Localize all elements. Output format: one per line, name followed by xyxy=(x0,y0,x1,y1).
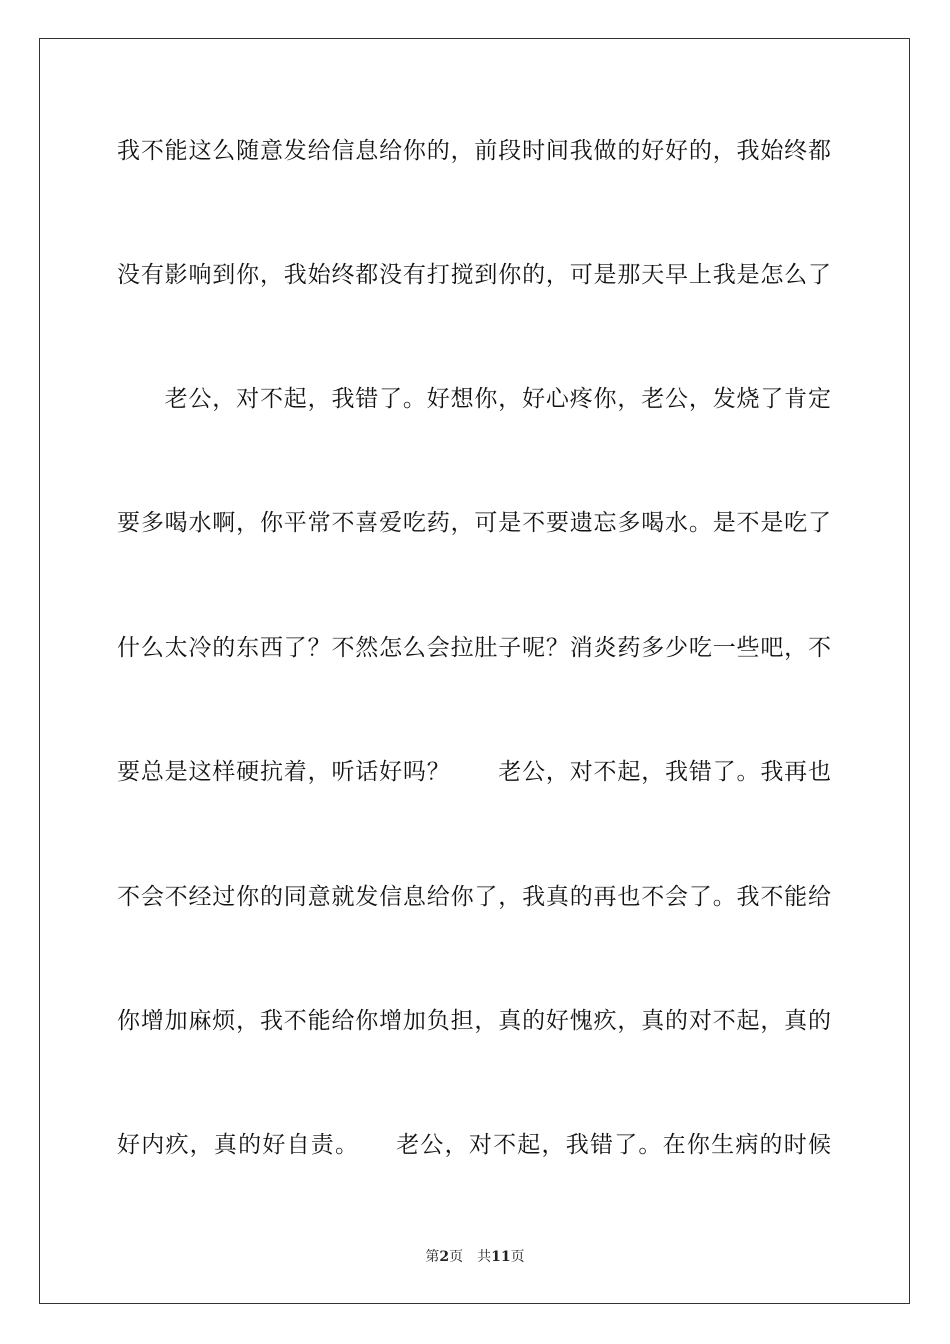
page-border xyxy=(39,38,910,1304)
body-text-line: 没有影响到你，我始终都没有打搅到你的，可是那天早上我是怎么了 xyxy=(117,262,831,288)
body-text-line: 好内疚，真的好自责。 老公，对不起，我错了。在你生病的时候 xyxy=(117,1132,831,1158)
body-text-line: 你增加麻烦，我不能给你增加负担，真的好愧疚，真的对不起，真的 xyxy=(117,1008,831,1034)
total-suffix: 页 xyxy=(510,1249,525,1265)
page-number: 2 xyxy=(439,1249,450,1265)
body-text-line: 老公，对不起，我错了。好想你，好心疼你，老公，发烧了肯定 xyxy=(117,386,831,412)
body-text-line: 什么太冷的东西了？不然怎么会拉肚子呢？消炎药多少吃一些吧，不 xyxy=(117,635,831,661)
body-text-line: 要总是这样硬抗着，听话好吗？ 老公，对不起，我错了。我再也 xyxy=(117,759,831,785)
body-text-line: 要多喝水啊，你平常不喜爱吃药，可是不要遗忘多喝水。是不是吃了 xyxy=(117,510,831,536)
total-pages: 11 xyxy=(491,1249,511,1265)
page-footer xyxy=(0,1248,950,1266)
page-prefix: 第 xyxy=(425,1249,440,1265)
body-text-line: 我不能这么随意发给信息给你的，前段时间我做的好好的，我始终都 xyxy=(117,138,831,164)
body-text-line: 不会不经过你的同意就发信息给你了，我真的再也不会了。我不能给 xyxy=(117,884,831,910)
page-suffix: 页 xyxy=(449,1249,464,1265)
total-prefix: 共 xyxy=(477,1249,492,1265)
